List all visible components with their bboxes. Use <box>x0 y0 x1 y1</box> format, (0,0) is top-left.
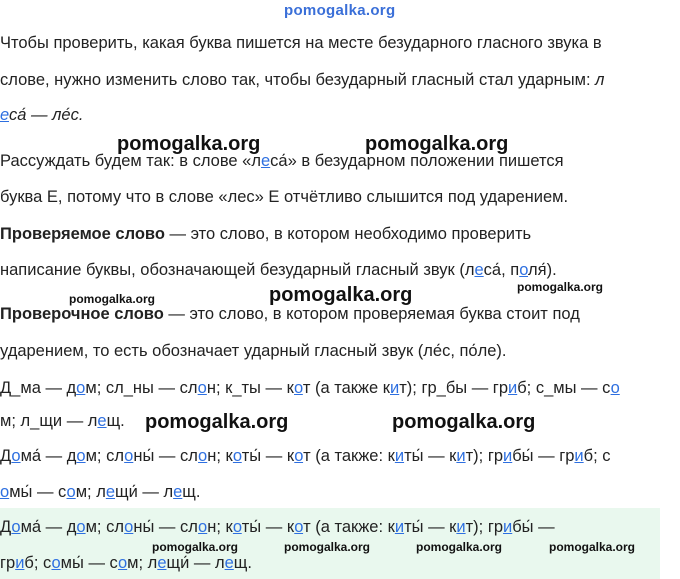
watermark: pomogalka.org <box>269 284 413 306</box>
watermark: pomogalka.org <box>365 133 509 155</box>
watermark: pomogalka.org <box>416 540 503 554</box>
watermark: pomogalka.org <box>284 540 371 554</box>
watermark: pomogalka.org <box>69 292 156 306</box>
watermark: pomogalka.org <box>517 280 604 294</box>
example-line: м; л_щи — лещ. <box>0 412 125 430</box>
watermark: pomogalka.org <box>152 540 239 554</box>
watermark: pomogalka.org <box>145 411 289 433</box>
paragraph-line: еса́ — ле́с. <box>0 106 84 124</box>
example-line: омы́ — сом; лещи́ — лещ. <box>0 483 201 501</box>
example-line: Д_ма — дом; сл_ны — слон; к_ты — кот (а также кит); гр_бы — гриб; с_мы — со <box>0 379 620 397</box>
paragraph-line: Чтобы проверить, какая буква пишется на месте безударного гласного звука в <box>0 34 602 52</box>
paragraph-line: написание буквы, обозначающей безударный гласный звук (леса́, поля́). <box>0 261 557 279</box>
watermark: pomogalka.org <box>284 2 396 19</box>
paragraph-line: слове, нужно изменить слово так, чтобы безударный гласный стал ударным: л <box>0 71 605 89</box>
paragraph-line: Проверяемое слово — это слово, в котором необходимо проверить <box>0 225 532 243</box>
paragraph-line: буква Е, потому что в слове «лес» Е отчётливо слышится под ударением. <box>0 188 569 206</box>
answer-line: Дома́ — дом; слоны́ — слон; коты́ — кот (а также: киты́ — кит); грибы́ — <box>0 518 555 536</box>
paragraph-line: Проверочное слово — это слово, в котором проверяемая буква стоит под <box>0 305 580 323</box>
paragraph-line: ударением, то есть обозначает ударный гласный звук (ле́с, по́ле). <box>0 342 507 360</box>
example-line: Дома́ — дом; слоны́ — слон; коты́ — кот (а также: киты́ — кит); грибы́ — гриб; с <box>0 447 611 465</box>
paragraph-line: Рассуждать будем так: в слове «леса́» в безударном положении пишется <box>0 152 564 170</box>
watermark: pomogalka.org <box>549 540 636 554</box>
answer-line: гриб; сомы́ — сом; лещи́ — лещ. <box>0 554 252 572</box>
watermark: pomogalka.org <box>392 411 536 433</box>
watermark: pomogalka.org <box>117 133 261 155</box>
